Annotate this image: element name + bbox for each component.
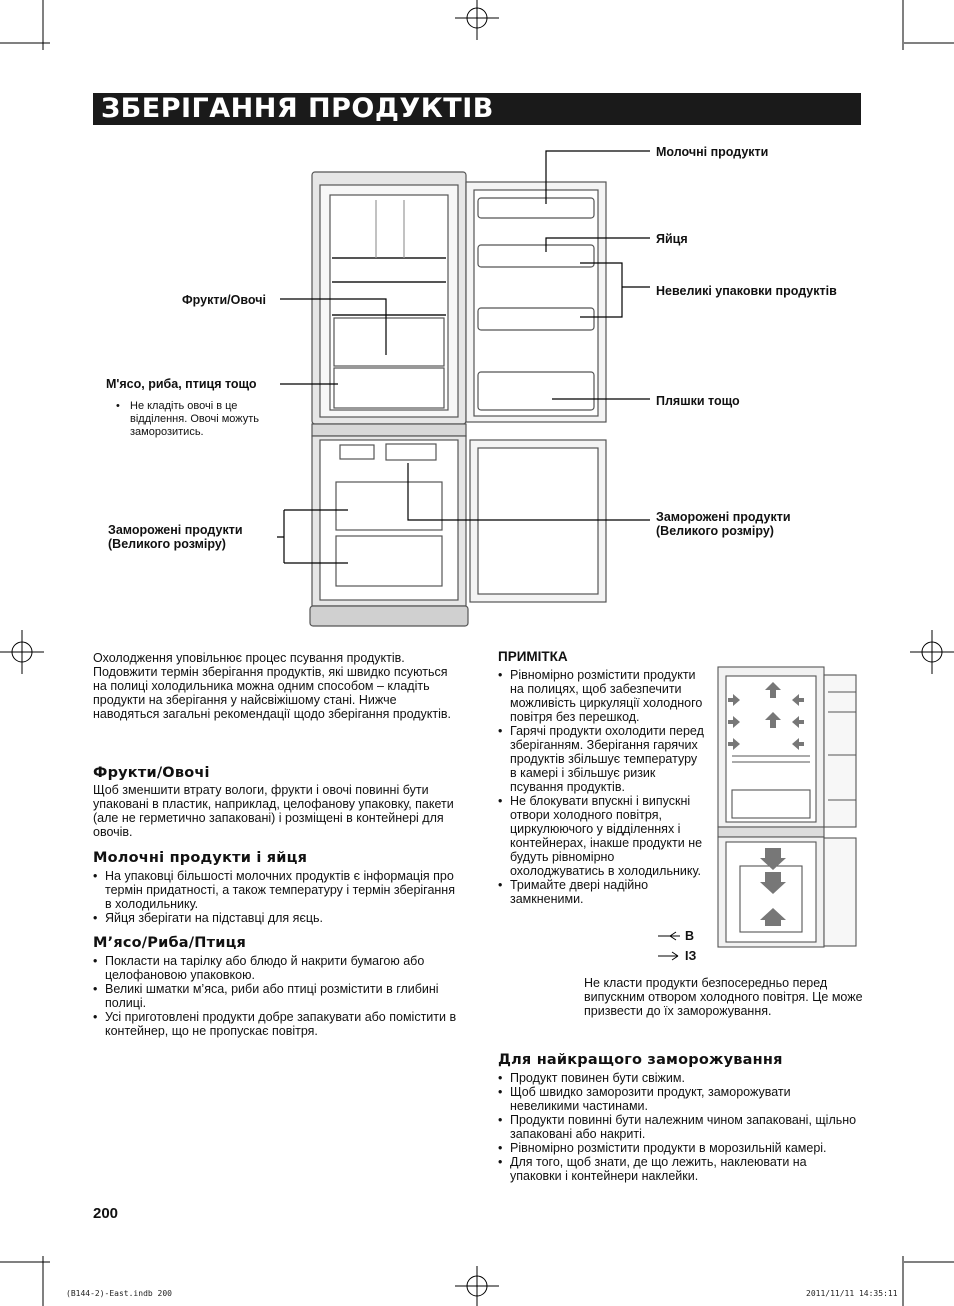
footer-timestamp: 2011/11/11 14:35:11 bbox=[806, 1289, 898, 1298]
list-item: • Продукти повинні бути належним чином запаковані, щільно запаковані або накриті. bbox=[498, 1113, 860, 1141]
list-item: • Рівномірно розмістити продукти на полицях, щоб забезпечити можливість циркуляції холодного повітря без перешкод. bbox=[498, 668, 704, 724]
list-item: • Не блокувати впускні і випускні отвори холодного повітря, циркулюючого у відділеннях і контейнерах, інакше продукти не будуть рівномірно охолоджуватись в холодильнику. bbox=[498, 794, 704, 878]
meat-note-text: • Не кладіть овочі в це відділення. Овочі можуть заморозитись. bbox=[116, 400, 286, 439]
list-item: • Рівномірно розмістити продукти в морозильній камері. bbox=[498, 1141, 860, 1155]
list-item: • Покласти на тарілку або блюдо й накрити бумагою або целофановою упаковкою. bbox=[93, 954, 463, 982]
label-fruits: Фрукти/Овочі bbox=[182, 293, 266, 307]
legend-in: В bbox=[685, 929, 695, 943]
label-small-packs: Невеликі упаковки продуктів bbox=[656, 284, 837, 298]
page-number: 200 bbox=[93, 1205, 119, 1222]
heading-fruits: Фрукти/Овочі bbox=[93, 765, 210, 781]
list-item: • Для того, щоб знати, де що лежить, наклеювати на упаковки і контейнери наклейки. bbox=[498, 1155, 860, 1183]
heading-freezing: Для найкращого заморожування bbox=[498, 1052, 783, 1068]
heading-note: ПРИМІТКА bbox=[498, 649, 568, 664]
list-item: • Гарячі продукти охолодити перед зберіганням. Зберігання гарячих продуктів збільшує температуру в камері і збільшує ризик псування продуктів. bbox=[498, 724, 704, 794]
airflow-caption: Не класти продукти безпосередньо перед випускним отвором холодного повітря. Це може призвести до їх заморожування. bbox=[584, 976, 863, 1018]
fruits-text: Щоб зменшити втрату вологи, фрукти і овочі повинні бути упаковані в пластик, наприклад, целофанову упаковку, пакети (але не герметично запаковані) і розміщені в контейнері для овочів. bbox=[93, 783, 454, 839]
label-meat: М'ясо, риба, птиця тощо bbox=[106, 377, 257, 391]
freezing-list bbox=[498, 1071, 860, 1183]
label-frozen-right-line1: Заморожені продукти bbox=[656, 510, 791, 524]
list-item: • Щоб швидко заморозити продукт, заморожувати невеликими частинами. bbox=[498, 1085, 860, 1113]
label-dairy: Молочні продукти bbox=[656, 145, 769, 159]
footer-file: (B144-2)-East.indb 200 bbox=[66, 1289, 172, 1298]
label-frozen-right-line2: (Великого розміру) bbox=[656, 524, 774, 538]
label-frozen-left-line2: (Великого розміру) bbox=[108, 537, 226, 551]
list-item: • Усі приготовлені продукти добре запакувати або помістити в контейнер, що не пропускає повітря. bbox=[93, 1010, 463, 1038]
heading-meat: М’ясо/Риба/Птиця bbox=[93, 935, 247, 951]
list-item: • Продукт повинен бути свіжим. bbox=[498, 1071, 860, 1085]
list-item: • Тримайте двері надійно замкненими. bbox=[498, 878, 704, 906]
list-item: • Великі шматки м’яса, риби або птиці розмістити в глибині полиці. bbox=[93, 982, 463, 1010]
legend-out: ІЗ bbox=[685, 949, 697, 963]
page-title: ЗБЕРІГАННЯ ПРОДУКТІВ bbox=[101, 93, 494, 124]
label-bottles: Пляшки тощо bbox=[656, 394, 740, 408]
list-item: • На упаковці більшості молочних продуктів є інформація про термін придатності, а також температуру і термін зберігання в холодильнику. bbox=[93, 869, 463, 911]
label-eggs: Яйця bbox=[656, 232, 688, 246]
heading-dairy: Молочні продукти і яйця bbox=[93, 850, 308, 866]
list-item: • Яйця зберігати на підставці для яєць. bbox=[93, 911, 463, 925]
intro-paragraph: Охолодження уповільнює процес псування продуктів. Подовжити термін зберігання продуктів, які швидко псуються на полиці холодильника можна одним способом – кладіть продукти на зберігання у найсвіжішому стані. Нижче наводяться загальні рекомендації щодо зберігання продуктів. bbox=[93, 651, 452, 721]
label-frozen-left-line1: Заморожені продукти bbox=[108, 523, 243, 537]
